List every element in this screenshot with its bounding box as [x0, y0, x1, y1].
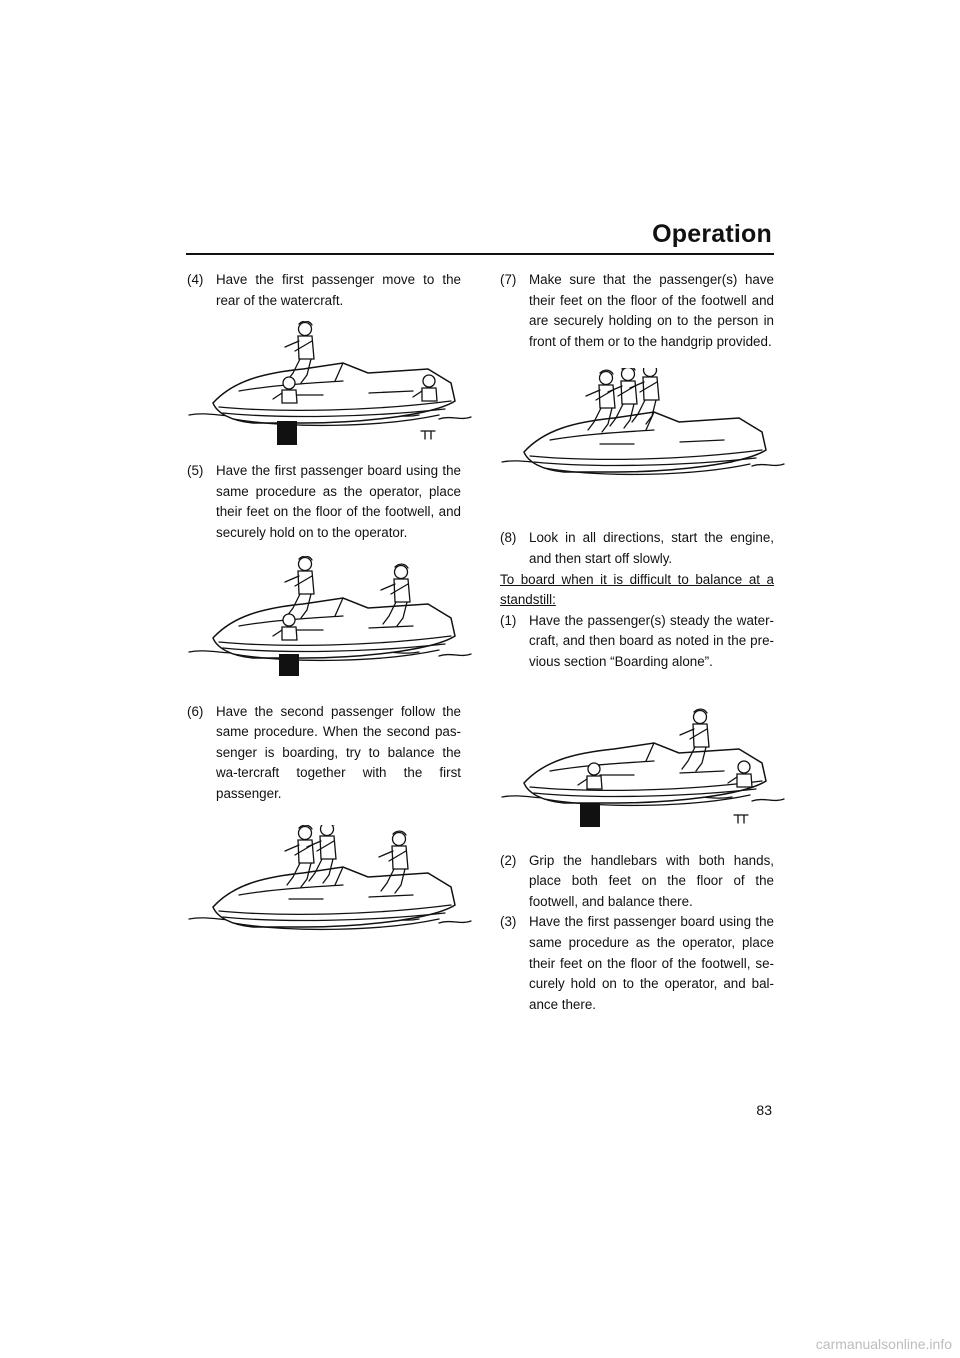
- page-title: Operation: [652, 220, 772, 248]
- step-text: Have the passenger(s) steady the water-craft, and then board as noted in the pre-vious section “Boarding alone”.: [529, 612, 774, 669]
- step-number: (2): [500, 852, 517, 868]
- step-number: (5): [187, 463, 204, 479]
- step-number: (8): [500, 530, 517, 546]
- step-6: [187, 702, 461, 805]
- illustration-first-passenger-boarding: [185, 556, 475, 688]
- step-text: Have the first passenger move to the rear of the watercraft.: [216, 272, 461, 308]
- section-subheading: To board when it is difficult to balance at a standstill:: [500, 571, 774, 608]
- step-text: Make sure that the passenger(s) have their feet on the floor of the footwell and are securely holding on to the person in front of them or to the handgrip provided.: [529, 272, 774, 349]
- left-column: [187, 270, 461, 951]
- step-number: (7): [500, 272, 517, 287]
- step-7: [500, 270, 774, 352]
- step-4: [187, 270, 461, 311]
- step-number: (3): [500, 914, 517, 930]
- watermark: carmanualsonline.info: [815, 1336, 952, 1352]
- right-column: [500, 270, 774, 1015]
- page-number: 83: [756, 1102, 772, 1118]
- substep-2: [500, 851, 774, 913]
- illustration-passengers-steady-watercraft: [498, 703, 788, 833]
- step-8: [500, 528, 774, 569]
- illustration-second-passenger-boarding: [185, 825, 475, 951]
- step-number: (6): [187, 703, 204, 719]
- illustration-first-passenger-rear: [185, 321, 475, 453]
- step-number: (1): [500, 612, 517, 628]
- illustration-all-seated: [498, 368, 788, 488]
- step-text: Look in all directions, start the engine, and then start off slowly.: [529, 530, 774, 566]
- step-5: [187, 461, 461, 543]
- substep-3: [500, 912, 774, 1015]
- step-text: Have the second passenger follow the same procedure. When the second pas-senger is boarding, try to balance the wa-tercraft together with the first passenger.: [216, 703, 461, 801]
- step-text: Have the first passenger board using the same procedure as the operator, place their feet on the floor of the footwell, and securely hold on to the operator.: [216, 463, 461, 540]
- step-text: Grip the handlebars with both hands, place both feet on the floor of the footwell, and balance there.: [529, 852, 774, 909]
- step-number: (4): [187, 272, 204, 287]
- substep-1: [500, 611, 774, 673]
- header-divider: [186, 253, 774, 255]
- step-text: Have the first passenger board using the same procedure as the operator, place their feet on the floor of the footwell, se-curely hold on to the operator, and bal-ance there.: [529, 914, 774, 1012]
